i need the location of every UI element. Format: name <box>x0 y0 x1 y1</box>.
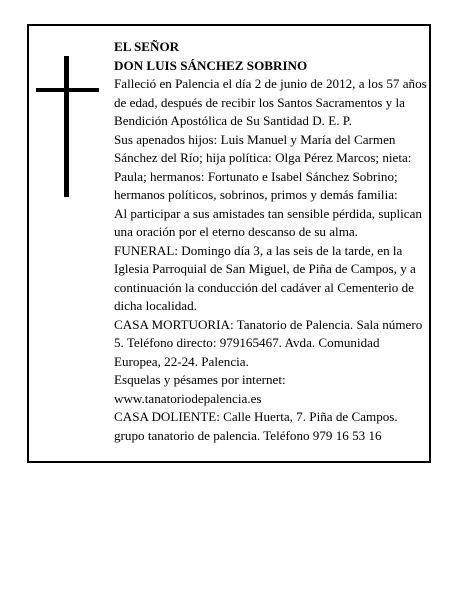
funeral-details: FUNERAL: Domingo día 3, a las seis de la tarde, en la Iglesia Parroquial de San Miguel, de Piña de Campos, y a continuación la conducción del cadáver al Cementerio de dicha localidad. <box>114 242 416 313</box>
notice-header-title: EL SEÑOR <box>114 39 180 54</box>
online-condolences: Esquelas y pésames por internet: www.tanatoriodepalencia.es <box>114 372 286 406</box>
family-list: Sus apenados hijos: Luis Manuel y María del Carmen Sánchez del Río; hija política: Olga Pérez Marcos; nieta: Paula; hermanos: Fortunato e Isabel Sánchez Sobrino; hermanos políticos, sobrinos, primos y demás familia: <box>114 131 412 202</box>
cross-icon-crossbar <box>36 88 99 92</box>
deceased-name: DON LUIS SÁNCHEZ SOBRINO <box>114 57 308 73</box>
notice-body <box>114 38 428 445</box>
cross-icon <box>64 56 69 197</box>
funeral-home-details: CASA MORTUORIA: Tanatorio de Palencia. Sala número 5. Teléfono directo: 979165467. Avda. Comunidad Europea, 22-24. Palencia. <box>114 316 423 369</box>
family-home-details: CASA DOLIENTE: Calle Huerta, 7. Piña de Campos. grupo tanatorio de palencia. Teléfono 979 16 53 16 <box>114 409 398 443</box>
prayer-request: Al participar a sus amistades tan sensible pérdida, suplican una oración por el eterno descanso de su alma. <box>114 205 422 239</box>
death-announcement: Falleció en Palencia el día 2 de junio de 2012, a los 57 años de edad, después de recibir los Santos Sacramentos y la Bendición Apostólica de Su Santidad D. E. P. <box>114 76 427 128</box>
